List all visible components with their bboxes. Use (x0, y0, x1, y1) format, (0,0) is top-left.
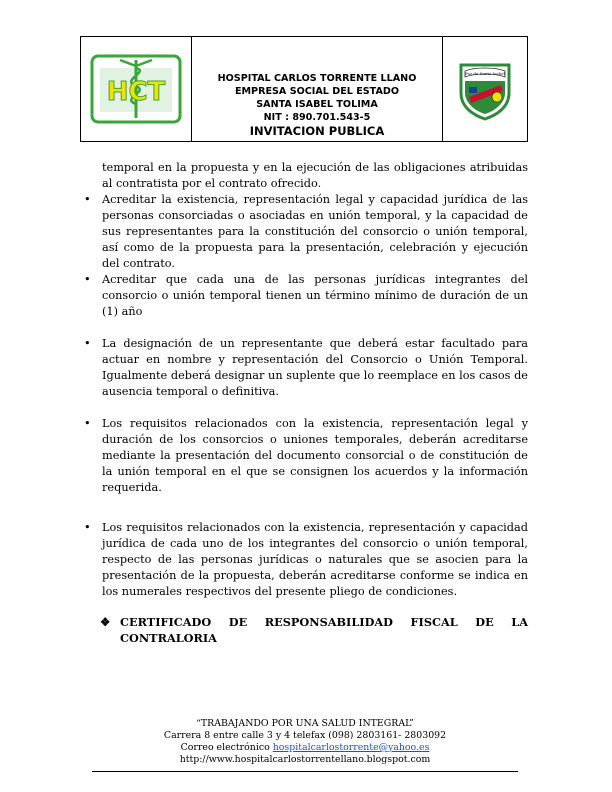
footer-divider (92, 771, 518, 772)
bullet-paragraph-1 (80, 192, 528, 272)
bullet-dot-icon: • (84, 193, 91, 206)
bullet-dot-icon: • (84, 273, 91, 286)
bullet-text: Los requisitos relacionados con la existencia, representación legal y duración de los consorcios o uniones temporales, deberán acreditarse mediante la presentación del documento consorcial o de constitución de la unión temporal en el que se consignen los acuerdos y la información requerida. (102, 417, 528, 494)
section-heading (80, 614, 528, 646)
bullet-dot-icon: • (84, 337, 91, 350)
heading-line-2: CONTRALORIA (120, 631, 217, 645)
bullet-paragraph-4 (80, 416, 528, 496)
document-body (80, 160, 528, 646)
bullet-text: Acreditar la existencia, representación legal y capacidad jurídica de las personas consorciadas o asociadas en unión temporal, y la capacidad de sus representantes para la constitución del consorcio o unión temporal, así como de la propuesta para la presentación, celebración y ejecución del contrato. (102, 193, 528, 270)
heading-line-1: CERTIFICADO DE RESPONSABILIDAD FISCAL DE LA (120, 615, 528, 629)
svg-text:Paz de Santa Isabel: Paz de Santa Isabel (465, 71, 505, 76)
diamond-bullet-icon: ❖ (100, 615, 111, 629)
footer-motto: “TRABAJANDO POR UNA SALUD INTEGRAL” (196, 718, 414, 729)
crest-cell (443, 37, 527, 141)
bullet-text: Acreditar que cada una de las personas jurídicas integrantes del consorcio o unión temporal tienen un término mínimo de duración de un (1) año (102, 273, 528, 318)
footer-blog-url[interactable]: http://www.hospitalcarlostorrentellano.blogspot.com (179, 754, 431, 765)
municipal-crest-icon (455, 57, 515, 121)
header-title-block (192, 37, 443, 141)
footer-email-link[interactable]: hospitalcarlostorrente@yahoo.es (272, 742, 430, 753)
hospital-logo-cell (81, 37, 192, 141)
bullet-text: Los requisitos relacionados con la existencia, representación y capacidad jurídica de cada uno de los integrantes del consorcio o unión temporal, respecto de las personas jurídicas o naturales que se asocien para la presentación de la propuesta, deberán acreditarse conforme se indica en los numerales respectivos del presente pliego de condiciones. (102, 521, 528, 598)
document-header (80, 36, 528, 142)
footer-email-label: Correo electrónico (180, 742, 273, 753)
bullet-dot-icon: • (84, 417, 91, 430)
document-footer (90, 718, 520, 766)
bullet-text: La designación de un representante que deberá estar facultado para actuar en nombre y representación del Consorcio o Unión Temporal. Igualmente deberá designar un suplente que lo reemplace en los casos de ausencia temporal o definitiva. (102, 337, 528, 398)
document-type: INVITACION PUBLICA (249, 124, 385, 138)
bullet-paragraph-5 (80, 520, 528, 600)
footer-address: Carrera 8 entre calle 3 y 4 telefax (098) 2803161- 2803092 (163, 730, 447, 741)
bullet-dot-icon: • (84, 521, 91, 534)
footer-email-line (90, 742, 520, 754)
entity-type: EMPRESA SOCIAL DEL ESTADO (234, 86, 400, 97)
bullet-paragraph-3 (80, 336, 528, 400)
nit-number: NIT : 890.701.543-5 (263, 112, 371, 123)
svg-text:HCT: HCT (106, 77, 166, 107)
hospital-logo-icon (90, 54, 182, 124)
bullet-paragraph-2 (80, 272, 528, 320)
hospital-name: HOSPITAL CARLOS TORRENTE LLANO (217, 73, 417, 84)
lead-paragraph: temporal en la propuesta y en la ejecución de las obligaciones atribuidas al contratista por el contrato ofrecido. (102, 161, 528, 190)
city-name: SANTA ISABEL TOLIMA (256, 99, 378, 110)
